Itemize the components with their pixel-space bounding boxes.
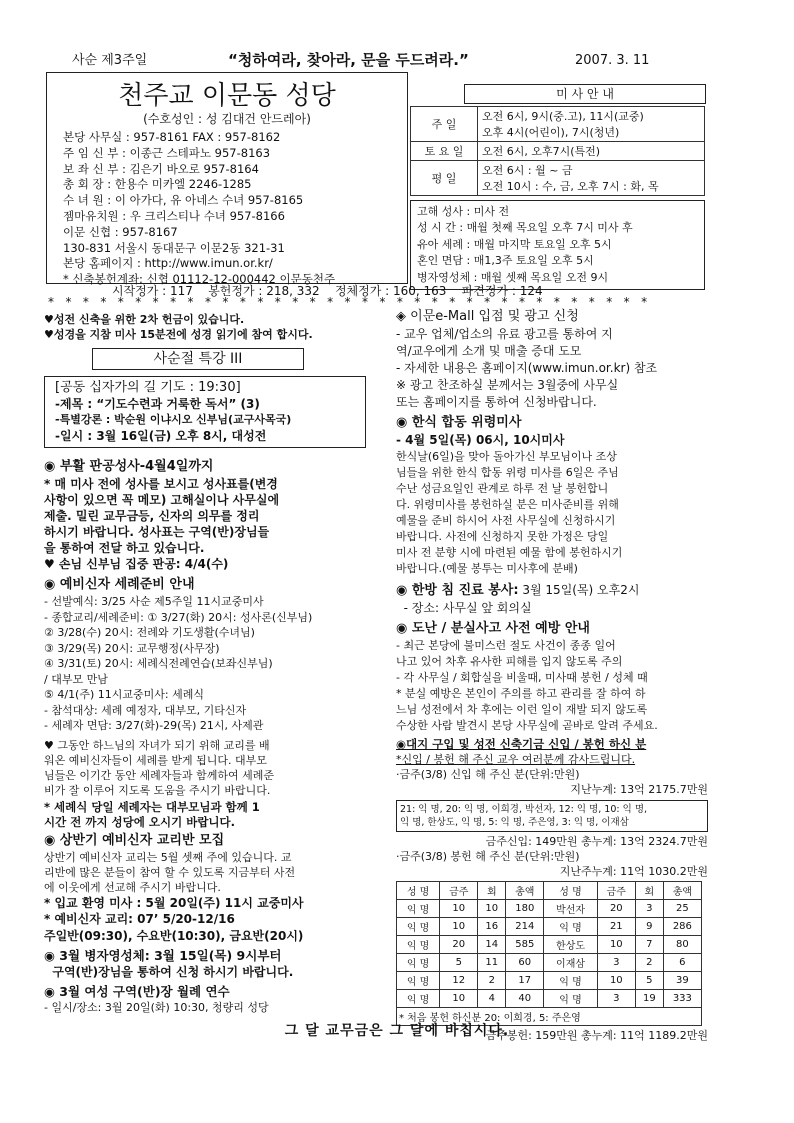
contact-line: 이문 신협 : 957-8167: [63, 224, 178, 239]
baptism-line: / 대부모 만남: [44, 672, 108, 686]
mass-info-title: 미 사 안 내: [464, 84, 706, 104]
donation-cell: 10: [597, 936, 635, 954]
donation-header-cell: 성 명: [544, 882, 597, 900]
sick-visit-notice: ♥ 손님 신부님 집중 판공: 4/4(수): [44, 557, 229, 571]
contact-line: 수 녀 원 : 이 아가다, 유 아네스 수녀 957-8165: [63, 193, 304, 208]
women-leaders-text: - 일시/장소: 3월 20일(화) 10:30, 청량리 성당: [44, 1001, 269, 1014]
memorial-mass-text: [396, 449, 708, 577]
donation-cell: 4: [478, 990, 506, 1008]
sacrament-line: 성 시 간 : 매월 첫째 목요일 오후 7시 미사 후: [417, 221, 633, 235]
theft-line: * 분실 예방은 본인이 주의를 하고 관리를 잘 하여 하: [396, 687, 646, 700]
memorial-line: 바랍니다. 사전에 신청하지 못한 가정은 당일: [396, 530, 609, 543]
confession-line: 제출. 밀린 교무금등, 신자의 의무를 정리: [44, 509, 260, 523]
table-row: [397, 954, 702, 972]
mass-info: [410, 84, 705, 290]
table-row: [397, 936, 702, 954]
fund-thanks: *신입 / 봉헌 해 주신 교우 여러분께 감사드립니다.: [396, 753, 636, 766]
contact-line: 본당 사무실 : 957-8161 FAX : 957-8162: [63, 130, 281, 144]
theft-line: - 각 사무실 / 회합실을 비울때, 미사때 봉헌 / 성체 때: [396, 671, 648, 684]
mass-day: 토 요 일: [411, 142, 478, 161]
theft-line: 느님 성전에서 차 후에는 이런 일이 재발 되지 않도록: [396, 703, 648, 716]
catechumen-line: 에 이웃에게 선교해 주시기 바랍니다.: [44, 880, 221, 894]
fund-new-heading: ·금주(3/8) 신입 해 주신 분(단위:만원): [396, 768, 580, 781]
memorial-line: 예물을 준비 하시어 사전 사무실에 신청하시기: [396, 514, 616, 527]
divider-stars: * * * * * * * * * * * * * * * * * * * * * * * * * * * * * * * * * * *: [48, 295, 648, 309]
donation-cell: 익 명: [397, 918, 440, 936]
motto: “청하여라, 찾아라, 문을 두드려라.”: [228, 51, 469, 69]
donation-header-cell: 성 명: [397, 882, 440, 900]
donation-cell: 익 명: [397, 936, 440, 954]
emall-title: ◈ 이문e-Mall 입점 및 광고 신청: [396, 309, 579, 324]
emall-line: - 교우 업체/업소의 유료 광고를 통하여 지: [396, 327, 613, 341]
season-label: 사순 제3주일: [72, 53, 148, 68]
theft-line: 나고 있어 차후 유사한 피해를 입지 않도록 주의: [396, 655, 623, 668]
fund-new-donors: [396, 800, 708, 832]
footer-message: 그 달 교무금은 그 달에 바칩시다.: [284, 1023, 510, 1039]
emall-line: 역/교우에게 소개 및 매출 증대 도모: [396, 344, 582, 358]
mass-day: 주 일: [411, 107, 478, 142]
memorial-line: 수난 성금요일인 관계로 하루 전 날 봉헌합니: [396, 482, 609, 495]
bulletin-date: 2007. 3. 11: [575, 53, 650, 68]
theft-line: 수상한 사람 발견시 본당 사무실에 곧바로 알려 주세요.: [396, 719, 658, 732]
donation-cell: 286: [663, 918, 701, 936]
donation-cell: 333: [663, 990, 701, 1008]
baptism-line: ④ 3/31(토) 20시: 세례식전례연습(보좌신부님): [44, 657, 273, 670]
fund-offer-sum: 금주봉헌: 159만원 총누계: 11억 1189.2만원: [485, 1029, 708, 1042]
baptism-line: - 종합교리/세례준비: ① 3/27(화) 20시: 성사론(신부님): [44, 610, 313, 624]
donation-header-cell: 총액: [506, 882, 544, 900]
donation-cell: 익 명: [544, 972, 597, 990]
mass-time: 오전 10시 : 수, 금, 오후 7시 : 화, 목: [482, 180, 659, 193]
catechumen-item: 주일반(09:30), 수요반(10:30), 금요반(20시): [44, 928, 304, 943]
catechumen-line: 상반기 예비신자 교리는 5월 셋째 주에 있습니다. 교: [44, 850, 292, 864]
baptism-reminder: [44, 800, 396, 831]
baptism-note-line: 비가 잘 이루어 지도록 도움을 주시기 바랍니다.: [44, 783, 271, 797]
acupuncture-notice: [396, 581, 708, 600]
contact-line: 보 좌 신 부 : 김은기 바오로 957-8164: [63, 161, 259, 176]
donation-cell: 이재삼: [544, 954, 597, 972]
donation-cell: 16: [478, 918, 506, 936]
contact-line: 본당 홈페이지 : http://www.imun.or.kr/: [63, 256, 273, 271]
mass-time: 오후 4시(어린이), 7시(청년): [482, 126, 620, 139]
donation-cell: 19: [635, 990, 663, 1008]
donation-cell: 10: [440, 990, 478, 1008]
fund-title: ◉대지 구입 및 성전 신축기금 신입 / 봉헌 하신 분: [396, 737, 647, 751]
donation-cell: 214: [506, 918, 544, 936]
donation-cell: 10: [597, 972, 635, 990]
mass-time: 오전 6시, 9시(중.고), 11시(교중): [482, 110, 644, 123]
baptism-line: - 선발예식: 3/25 사순 제5주일 11시교중미사: [44, 595, 264, 608]
contact-line: 주 임 신 부 : 이종근 스테파노 957-8163: [63, 145, 271, 160]
donation-cell: 12: [440, 972, 478, 990]
donation-table: [396, 881, 702, 1026]
donation-cell: 20: [440, 936, 478, 954]
contact-list: [47, 130, 407, 288]
donation-cell: 39: [663, 972, 701, 990]
acupuncture-place: - 장소: 사무실 앞 회의실: [396, 601, 532, 615]
fund-offer-prev-total: 지난주누계: 11억 1030.2만원: [559, 865, 708, 878]
notice-bible: ♥성경을 지참 미사 15분전에 성경 읽기에 참여 합시다.: [44, 328, 313, 341]
donation-cell: 60: [506, 954, 544, 972]
donation-header-cell: 총액: [663, 882, 701, 900]
memorial-line: 바랍니다.(예물 봉투는 미사후에 분배): [396, 562, 578, 575]
confession-line: 을 통하여 전달 하고 있습니다.: [44, 541, 205, 555]
donation-header-cell: 회: [635, 882, 663, 900]
left-column: [44, 312, 396, 1015]
sick-communion-title: ◉ 3월 병자영성체: 3월 15일(목) 9시부터: [44, 948, 282, 963]
sacrament-line: 병자영성체 : 매월 셋째 목요일 오전 9시: [417, 270, 609, 284]
theft-title: ◉ 도난 / 분실사고 사전 예방 안내: [396, 621, 590, 636]
confession-title: ◉ 부활 판공성사-4월4일까지: [44, 459, 214, 474]
mass-times: [478, 142, 705, 161]
attendance-stats: 시작정가 : 117 봉헌정가 : 218, 332 정체정가 : 160, 163 파견정가 : 124: [112, 284, 543, 298]
fund-new-prev-total: 지난누계: 13억 2175.7만원: [570, 783, 708, 796]
donation-table-note: * 처음 봉헌 하신분 20: 이희경, 5: 주은영: [397, 1008, 702, 1026]
mass-times: [478, 107, 705, 142]
donation-header-cell: 금주: [440, 882, 478, 900]
sacrament-line: 고해 성사 : 미사 전: [417, 205, 510, 218]
donation-cell: 10: [440, 918, 478, 936]
theft-text: [396, 638, 708, 734]
catechumen-item: * 예비신자 교리: 07’ 5/20-12/16: [44, 912, 235, 926]
catechumen-title: ◉ 상반기 예비신자 교리반 모집: [44, 832, 225, 848]
donation-cell: 2: [635, 954, 663, 972]
mass-day: 평 일: [411, 161, 478, 196]
baptism-note-line: 님들은 이기간 동안 세례자들과 함께하여 세례준: [44, 768, 275, 782]
table-row: [397, 990, 702, 1008]
baptism-schedule: [44, 594, 396, 734]
lent-line: [공동 십자가의 길 기도 : 19:30]: [55, 380, 241, 395]
donation-cell: 585: [506, 936, 544, 954]
emall-line: - 자세한 내용은 홈페이지(www.imun.or.kr) 참조: [396, 361, 658, 375]
donation-cell: 20: [597, 900, 635, 918]
baptism-line: - 참석대상: 세례 예정자, 대부모, 기타신자: [44, 703, 247, 717]
donation-cell: 21: [597, 918, 635, 936]
donation-cell: 익 명: [397, 954, 440, 972]
catechumen-line: 리반에 많은 분들이 참여 할 수 있도록 지금부터 사전: [44, 865, 296, 879]
contact-line: * 신축봉헌계좌: 신협 01112-12-000442 이문동천주: [63, 272, 336, 287]
mass-row: [411, 161, 705, 196]
donation-cell: 6: [663, 954, 701, 972]
donation-cell: 3: [597, 954, 635, 972]
baptism-reminder-line: 시간 전 까지 성당에 오시기 바랍니다.: [44, 815, 236, 829]
right-column: [396, 308, 708, 1043]
baptism-note: [44, 738, 396, 798]
donation-cell: 3: [597, 990, 635, 1008]
memorial-line: 님들을 위한 한식 합동 위령 미사를 6일은 주님: [396, 466, 619, 479]
donation-cell: 14: [478, 936, 506, 954]
baptism-reminder-line: * 세례식 당일 세례자는 대부모님과 함께 1: [44, 799, 260, 814]
acupuncture-date: 3월 15일(목) 오후2시: [518, 583, 640, 597]
lent-lecture-title: 사순절 특강 III: [92, 348, 304, 370]
memorial-mass-date: - 4월 5일(목) 06시, 10시미사: [396, 433, 565, 447]
donation-cell: 한상도: [544, 936, 597, 954]
table-row: [397, 900, 702, 918]
catechumen-item: * 입교 환영 미사 : 5월 20일(주) 11시 교중미사: [44, 895, 304, 910]
emall-line: ※ 광고 찬조하실 분께서는 3월중에 사무실: [396, 378, 619, 392]
baptism-title: ◉ 예비신자 세례준비 안내: [44, 577, 195, 592]
donation-header-cell: 회: [478, 882, 506, 900]
donation-cell: 80: [663, 936, 701, 954]
table-row: [397, 972, 702, 990]
lent-line: -특별강론 : 박순원 이냐시오 신부님(교구사목국): [55, 413, 292, 426]
donation-cell: 10: [440, 900, 478, 918]
donation-cell: 5: [635, 972, 663, 990]
fund-new-sum: 금주신입: 149만원 총누계: 13억 2324.7만원: [485, 835, 708, 848]
emall-text: [396, 326, 708, 411]
catechumen-schedule: [44, 895, 396, 945]
memorial-mass-title: ◉ 한식 합동 위령미사: [396, 415, 522, 430]
confession-text: [44, 476, 396, 556]
baptism-note-line: 워온 예비신자들이 세례를 받게 됩니다. 대부모: [44, 753, 267, 767]
baptism-line: ③ 3/29(목) 20시: 교무행정(사무장): [44, 641, 220, 655]
donation-cell: 17: [506, 972, 544, 990]
memorial-line: 다. 위령미사를 봉헌하실 분은 미사준비를 위해: [396, 498, 619, 511]
table-row: [397, 918, 702, 936]
donation-cell: 익 명: [544, 990, 597, 1008]
donation-cell: 7: [635, 936, 663, 954]
catechumen-text: [44, 850, 396, 895]
lent-lecture-box: [44, 376, 366, 448]
donation-cell: 10: [478, 900, 506, 918]
baptism-line: - 세례자 면담: 3/27(화)-29(목) 21시, 사제관: [44, 719, 264, 732]
donation-header-cell: 금주: [597, 882, 635, 900]
mass-times: [478, 161, 705, 196]
donation-cell: 9: [635, 918, 663, 936]
acupuncture-title: ◉ 한방 침 진료 봉사:: [396, 583, 519, 598]
confession-line: 하시기 바랍니다. 성사표는 구역(반)장님들: [44, 525, 270, 539]
mass-row: [411, 142, 705, 161]
donation-cell: 2: [478, 972, 506, 990]
donation-cell: 3: [635, 900, 663, 918]
parish-info-box: [46, 72, 408, 287]
sick-communion-text: 구역(반)장님을 통하여 신청 하시기 바랍니다.: [44, 965, 294, 979]
lent-line: -제목 : “기도수련과 거룩한 독서” (3): [55, 397, 260, 411]
baptism-line: ⑤ 4/1(주) 11시교중미사: 세례식: [44, 688, 204, 701]
sacrament-line: 유아 세례 : 매월 마지막 토요일 오후 5시: [417, 237, 612, 251]
donation-cell: 익 명: [544, 918, 597, 936]
emall-line: 또는 홈페이지를 통하여 신청바랍니다.: [396, 395, 597, 409]
parish-patron: (수호성인 : 성 김대건 안드레아): [143, 112, 311, 126]
contact-line: 총 회 장 : 한용수 미카엘 2246-1285: [63, 177, 252, 192]
donation-cell: 25: [663, 900, 701, 918]
donation-cell: 익 명: [397, 972, 440, 990]
donation-cell: 박선자: [544, 900, 597, 918]
baptism-line: ② 3/28(수) 20시: 전례와 기도생활(수녀님): [44, 626, 255, 639]
confession-line: 사항이 있으면 꼭 메모) 고해실이나 사무실에: [44, 493, 280, 507]
memorial-line: 한식날(6일)을 맞아 돌아가신 부모님이나 조상: [396, 450, 617, 463]
sacrament-info: [410, 200, 705, 290]
notice-collection: ♥성전 신축을 위한 2차 헌금이 있습니다.: [44, 313, 245, 326]
theft-line: - 최근 본당에 불미스런 절도 사건이 종종 일어: [396, 639, 616, 652]
sacrament-line: 혼인 면담 : 매1,3주 토요일 오후 5시: [417, 254, 594, 268]
fund-offer-heading: ·금주(3/8) 봉헌 해 주신 분(단위:만원): [396, 850, 580, 863]
confession-line: * 매 미사 전에 성사를 보시고 성사표를(변경: [44, 477, 278, 491]
memorial-line: 미사 전 분향 시에 마련된 예물 함에 봉헌하시기: [396, 546, 623, 559]
donation-cell: 40: [506, 990, 544, 1008]
contact-line: 젬마유치원 : 우 크리스티나 수녀 957-8166: [63, 208, 285, 223]
donation-cell: 180: [506, 900, 544, 918]
baptism-note-line: ♥ 그동안 하느님의 자녀가 되기 위해 교리를 배: [44, 738, 270, 752]
mass-row: [411, 107, 705, 142]
donor-line: 익 명, 한상도, 익 명, 5: 익 명, 주은영, 3: 익 명, 이재삼: [400, 817, 629, 828]
donor-line: 21: 익 명, 20: 익 명, 이희경, 박선자, 12: 익 명, 10: 익 명,: [400, 804, 648, 815]
parish-name: 천주교 이문동 성당: [118, 81, 336, 111]
women-leaders-title: ◉ 3월 여성 구역(반)장 월례 연수: [44, 984, 230, 999]
donation-cell: 익 명: [397, 900, 440, 918]
donation-cell: 11: [478, 954, 506, 972]
lent-line: -일시 : 3월 16일(금) 오후 8시, 대성전: [55, 429, 267, 443]
contact-line: 130-831 서울시 동대문구 이문2동 321-31: [63, 240, 285, 255]
mass-schedule-table: [410, 106, 705, 196]
donation-cell: 5: [440, 954, 478, 972]
donation-cell: 익 명: [397, 990, 440, 1008]
mass-time: 오전 6시, 오후7시(특전): [482, 145, 601, 158]
mass-time: 오전 6시 : 월 ~ 금: [482, 164, 573, 177]
